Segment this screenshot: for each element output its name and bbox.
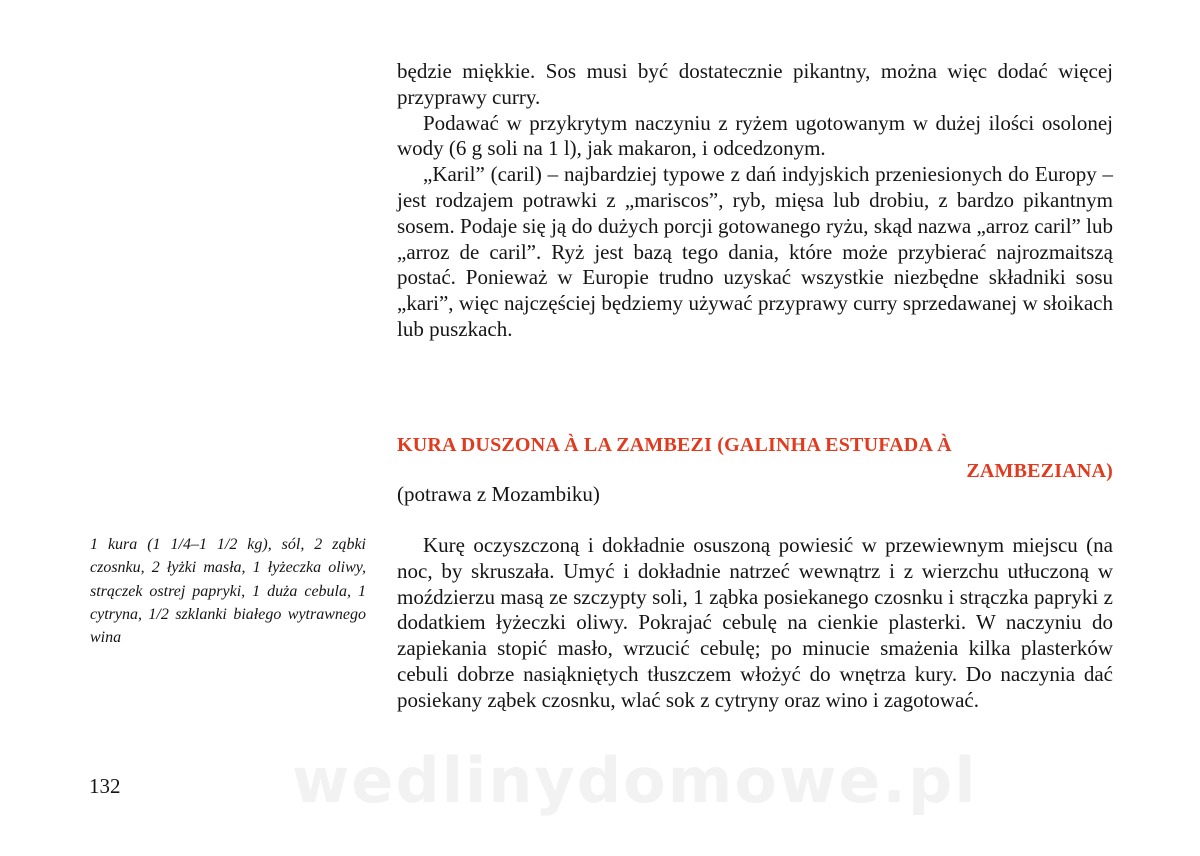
paragraph-continuation: będzie miękkie. Sos musi być dostatecznie pikantny, można więc dodać więcej przyprawy curry. xyxy=(397,59,1113,109)
recipe-title-line-1: KURA DUSZONA À LA ZAMBEZI (GALINHA ESTUFADA À xyxy=(397,434,952,456)
recipe-title xyxy=(397,432,1113,484)
ingredients-list: 1 kura (1 1/4–1 1/2 kg), sól, 2 ząbki czosnku, 2 łyżki masła, 1 łyżeczka oliwy, strączek ostrej papryki, 1 duża cebula, 1 cytryna, 1/2 szklanki białego wytrawnego wina xyxy=(90,536,366,647)
intro-text-block xyxy=(397,59,1113,343)
recipe-instructions: Kurę oczyszczoną i dokładnie osuszoną powiesić w przewiewnym miejscu (na noc, by skruszała. Umyć i dokładnie natrzeć wewnątrz i z wierzchu utłuczoną w moździerzu masą ze szczypty soli, 1 ząbka posiekanego czosnku i strączka papryki z dodatkiem łyżeczki oliwy. Pokrajać cebulę na cienkie plasterki. W naczyniu do zapiekania stopić masło, wrzucić cebulę; po minucie smażenia kilka plasterków cebuli dobrze nasiąkniętych tłuszczem włożyć do wnętrza kury. Do naczynia dać posiekany ząbek czosnku, wlać sok z cytryny oraz wino i zagotować. xyxy=(397,533,1113,712)
recipe-subtitle: (potrawa z Mozambiku) xyxy=(397,482,600,506)
page-number: 132 xyxy=(89,774,121,798)
recipe-instructions-block xyxy=(397,533,1113,714)
watermark: wedlinydomowe.pl xyxy=(292,744,978,817)
paragraph-caril: „Karil” (caril) – najbardziej typowe z dań indyjskich przeniesionych do Europy – jest rodzajem potrawki z „mariscos”, ryb, mięsa lub drobiu, z bardzo pikantnym sosem. Podaje się ją do dużych porcji gotowanego ryżu, skąd nazwa „arroz caril” lub „arroz de caril”. Ryż jest bazą tego dania, które może przybierać najrozmaitszą postać. Ponieważ w Europie trudno uzyskać wszystkie niezbędne składniki sosu „kari”, więc najczęściej będziemy używać przyprawy curry sprzedawanej w słoikach lub puszkach. xyxy=(397,162,1113,341)
paragraph-serving: Podawać w przykrytym naczyniu z ryżem ugotowanym w dużej ilości osolonej wody (6 g soli na 1 l), jak makaron, i odcedzonym. xyxy=(397,110,1113,161)
recipe-title-line-2: ZAMBEZIANA) xyxy=(966,460,1113,482)
